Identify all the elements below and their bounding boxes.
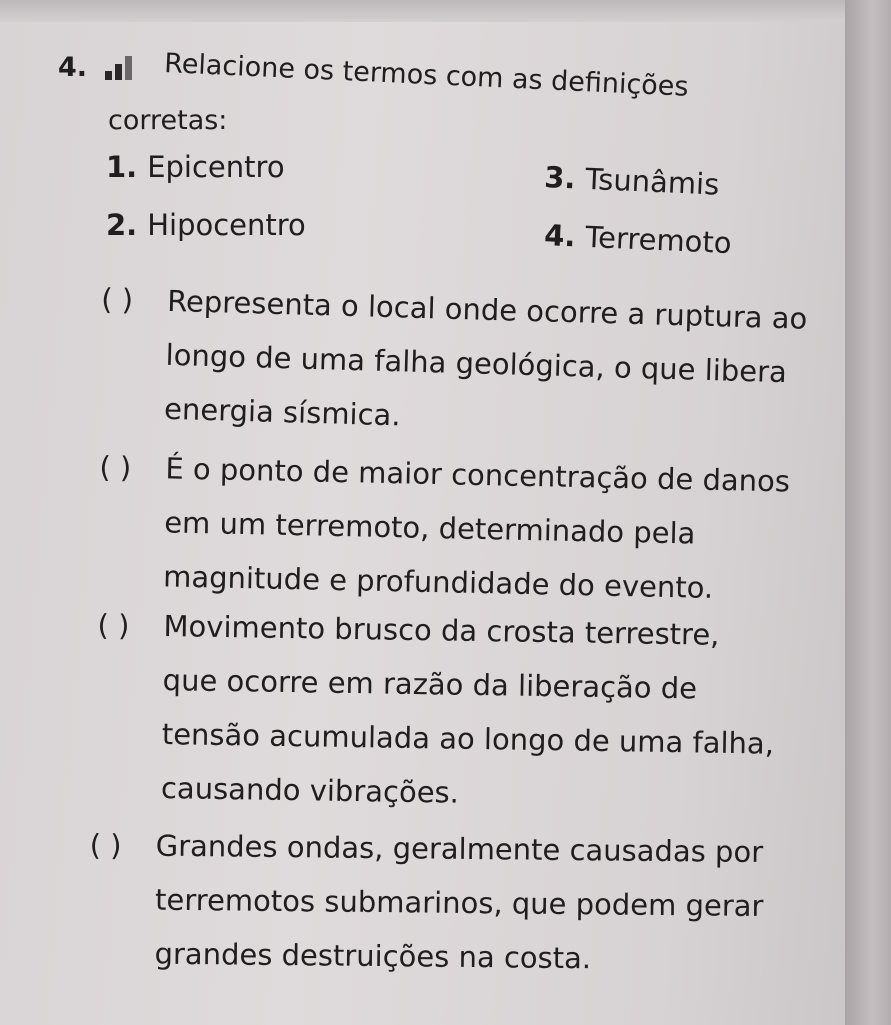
answer-blank[interactable]: ( ) bbox=[100, 281, 134, 317]
definition-line: Movimento brusco da crosta terrestre, bbox=[163, 609, 720, 652]
answer-blank[interactable]: ( ) bbox=[97, 607, 130, 643]
term-number: 2. bbox=[106, 208, 138, 242]
term-hipocentro bbox=[106, 208, 306, 242]
question-number: 4. bbox=[58, 52, 88, 83]
definition-line: magnitude e profundidade do evento. bbox=[162, 559, 714, 605]
definition-line: que ocorre em razão da liberação de bbox=[162, 663, 698, 706]
term-label: Terremoto bbox=[584, 219, 733, 261]
term-label: Tsunâmis bbox=[584, 161, 721, 202]
term-label: Hipocentro bbox=[147, 208, 306, 242]
definition-line: longo de uma falha geológica, o que libera bbox=[165, 337, 788, 390]
term-epicentro bbox=[106, 150, 285, 184]
term-number: 3. bbox=[543, 160, 577, 196]
difficulty-bars-icon bbox=[105, 56, 132, 80]
definition-line: grandes destruições na costa. bbox=[154, 936, 592, 976]
question-text: Relacione os termos com as definições bbox=[163, 48, 690, 103]
answer-blank[interactable]: ( ) bbox=[89, 827, 122, 863]
definition-line: terremotos submarinos, que podem gerar bbox=[154, 882, 764, 924]
definition-line: Grandes ondas, geralmente causadas por bbox=[155, 828, 764, 870]
definition-4 bbox=[88, 818, 764, 987]
definition-line: tensão acumulada ao longo de uma falha, bbox=[161, 717, 775, 761]
definition-line: causando vibrações. bbox=[160, 771, 460, 810]
answer-blank[interactable]: ( ) bbox=[99, 449, 132, 485]
term-number: 1. bbox=[106, 150, 138, 184]
question-text-continuation: corretas: bbox=[108, 105, 228, 136]
definition-line: em um terremoto, determinado pela bbox=[163, 505, 696, 551]
term-terremoto bbox=[544, 218, 733, 260]
definition-line: Representa o local onde ocorre a ruptura ao bbox=[166, 283, 808, 336]
definition-1 bbox=[97, 272, 808, 454]
term-tsunamis bbox=[544, 160, 721, 202]
term-number: 4. bbox=[543, 218, 577, 254]
question-header bbox=[58, 52, 146, 83]
definition-3 bbox=[95, 598, 776, 825]
definition-2 bbox=[97, 440, 791, 616]
page-binding-edge bbox=[845, 0, 891, 1025]
definition-line: energia sísmica. bbox=[163, 391, 402, 433]
definition-line: É o ponto de maior concentração de danos bbox=[165, 451, 791, 499]
term-label: Epicentro bbox=[147, 150, 285, 184]
